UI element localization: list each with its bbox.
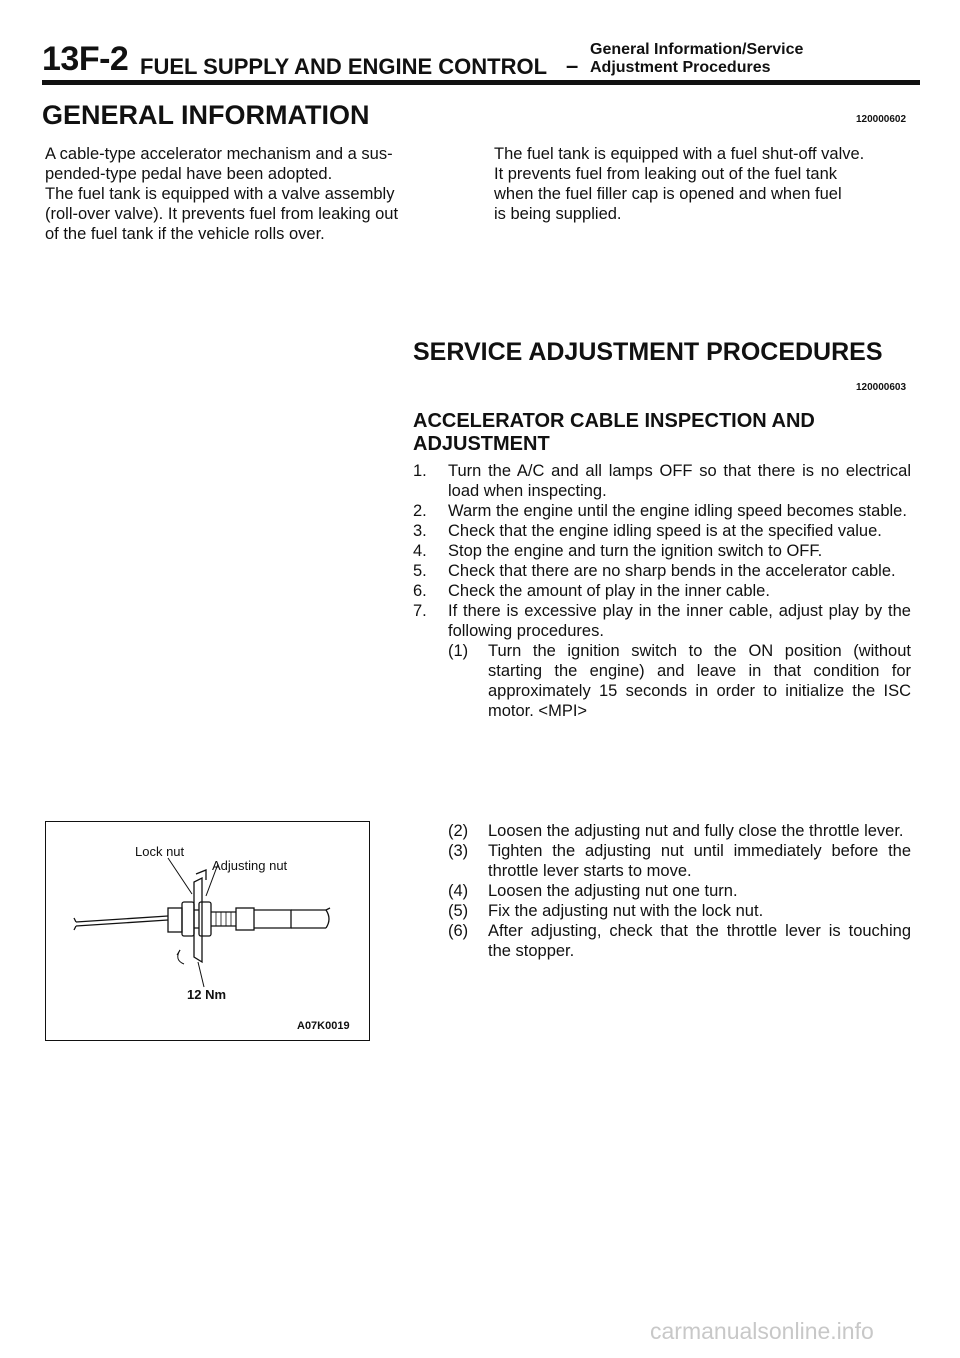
text-line: The fuel tank is equipped with a fuel shut-off valve. — [494, 145, 865, 163]
page-number: 13F-2 — [42, 40, 129, 78]
site-watermark: carmanualsonline.info — [650, 1318, 874, 1344]
service-heading: SERVICE ADJUSTMENT PROCEDURES — [413, 338, 883, 366]
list-item — [413, 541, 911, 561]
substep-text: Fix the adjusting nut with the lock nut. — [488, 902, 764, 920]
text-line: A cable-type accelerator mechanism and a sus- — [45, 145, 393, 163]
text-line: pended-type pedal have been adopted. — [45, 165, 333, 183]
text-line: The fuel tank is equipped with a valve assembly — [45, 185, 395, 203]
step-text: Check that the engine idling speed is at the specified value. — [448, 522, 882, 540]
list-item — [413, 501, 911, 521]
substep-number: (3) — [448, 842, 469, 860]
general-information-right-column — [494, 144, 864, 224]
general-information-code: 120000602 — [856, 114, 907, 125]
header-subtitle-line2: Adjustment Procedures — [590, 59, 771, 76]
header-subtitle-line1: General Information/Service — [590, 41, 804, 58]
cable-adjustment-illustration — [46, 822, 369, 1040]
steps-list — [413, 461, 911, 721]
header-rule — [42, 80, 920, 85]
substep-text: Tighten the adjusting nut until immediately before the throttle lever starts to move. — [488, 842, 911, 880]
step-text: Warm the engine until the engine idling speed becomes stable. — [448, 502, 907, 520]
list-item — [413, 461, 911, 501]
section-title: FUEL SUPPLY AND ENGINE CONTROL — [140, 54, 548, 79]
figure-code: A07K0019 — [297, 1020, 350, 1032]
list-item — [448, 901, 911, 921]
list-item — [413, 521, 911, 541]
list-item — [413, 561, 911, 581]
service-code: 120000603 — [856, 382, 907, 393]
torque-label: 12 Nm — [187, 987, 227, 1002]
substep-text: Loosen the adjusting nut and fully close the throttle lever. — [488, 822, 904, 840]
step-text: Turn the A/C and all lamps OFF so that there is no electrical load when inspecting. — [448, 462, 911, 500]
accelerator-cable-figure — [45, 821, 370, 1041]
lock-nut-label: Lock nut — [135, 844, 185, 859]
substeps-group-b — [448, 821, 911, 961]
substep-number: (4) — [448, 882, 469, 900]
substep-text: Turn the ignition switch to the ON position (without starting the engine) and leave in that condition for approximately 15 seconds in order to initialize the ISC motor. <MPI> — [488, 642, 911, 720]
substep-text: After adjusting, check that the throttle lever is touching the stopper. — [488, 922, 911, 960]
list-item — [448, 641, 911, 721]
step-number: 5. — [413, 562, 427, 580]
step-text: Check that there are no sharp bends in the accelerator cable. — [448, 562, 896, 580]
general-information-left-column — [45, 144, 398, 244]
step-number: 7. — [413, 602, 427, 620]
step-number: 6. — [413, 582, 427, 600]
step-text: If there is excessive play in the inner cable, adjust play by the following procedures. — [448, 602, 911, 640]
step-number: 4. — [413, 542, 427, 560]
list-item — [448, 881, 911, 901]
text-line: of the fuel tank if the vehicle rolls over. — [45, 225, 325, 243]
step-number: 3. — [413, 522, 427, 540]
procedure-heading-line1: ACCELERATOR CABLE INSPECTION AND — [413, 410, 815, 432]
step-number: 2. — [413, 502, 427, 520]
list-item — [413, 581, 911, 601]
step-number: 1. — [413, 462, 427, 480]
text-line: It prevents fuel from leaking out of the fuel tank — [494, 165, 838, 183]
list-item — [413, 601, 911, 641]
substep-number: (2) — [448, 822, 469, 840]
list-item — [448, 821, 911, 841]
procedure-heading — [413, 410, 815, 456]
general-information-heading: GENERAL INFORMATION — [42, 100, 370, 130]
substep-text: Loosen the adjusting nut one turn. — [488, 882, 738, 900]
procedure-heading-line2: ADJUSTMENT — [413, 433, 550, 455]
list-item — [448, 841, 911, 881]
step-text: Stop the engine and turn the ignition switch to OFF. — [448, 542, 823, 560]
step-text: Check the amount of play in the inner cable. — [448, 582, 770, 600]
text-line: when the fuel filler cap is opened and when fuel — [494, 185, 842, 203]
substep-number: (6) — [448, 922, 469, 940]
substeps-group-a — [413, 641, 911, 721]
substep-number: (1) — [448, 642, 469, 660]
text-line: (roll-over valve). It prevents fuel from leaking out — [45, 205, 399, 223]
adjusting-nut-label: Adjusting nut — [212, 858, 288, 873]
text-line: is being supplied. — [494, 205, 622, 223]
list-item — [448, 921, 911, 961]
header-separator: – — [566, 53, 579, 78]
substep-number: (5) — [448, 902, 469, 920]
